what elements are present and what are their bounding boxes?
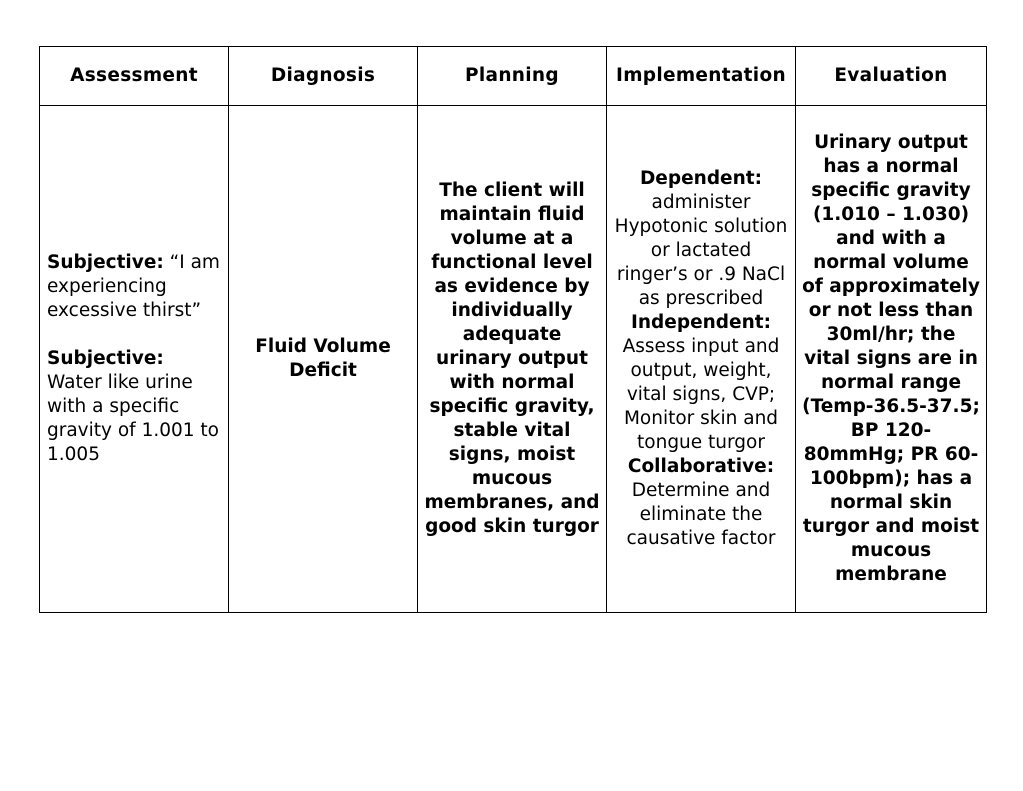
spacer — [47, 323, 224, 347]
diagnosis-cell — [229, 106, 418, 613]
collaborative-label: Collaborative: — [627, 456, 775, 477]
header-implementation: Implementation — [607, 47, 796, 106]
planning-cell — [418, 106, 607, 613]
collaborative-text: Determine and eliminate the causative factor — [626, 480, 776, 549]
diagnosis-text: Fluid Volume Deficit — [255, 336, 391, 381]
independent-text: Assess input and output, weight, vital signs, CVP; Monitor skin and tongue turgor — [622, 336, 780, 453]
planning-text: The client will maintain fluid volume at a functional level as evidence by individually adequate urinary output with normal specific gravity, stable vital signs, moist mucous membranes, and good skin turgor — [424, 180, 600, 537]
nursing-care-plan-table — [39, 46, 987, 613]
header-assessment: Assessment — [40, 47, 229, 106]
assessment-cell — [40, 106, 229, 613]
dependent-label: Dependent: — [639, 168, 763, 189]
header-row — [40, 47, 987, 106]
subjective-label-2: Subjective: — [47, 348, 164, 369]
evaluation-cell — [796, 106, 987, 613]
subjective-text-1: “I am experiencing excessive thirst” — [47, 252, 220, 321]
dependent-text: administer Hypotonic solution or lactated ringer’s or .9 NaCl as prescribed — [614, 192, 788, 309]
header-diagnosis: Diagnosis — [229, 47, 418, 106]
implementation-cell — [607, 106, 796, 613]
evaluation-text: Urinary output has a normal specific gravity (1.010 – 1.030) and with a normal volume of approximately or not less than 30ml/hr; the vital signs are in normal range (Temp-36.5-37.5; BP 120-80mmHg; PR 60-100bpm); has a normal skin turgor and moist mucous membrane — [802, 132, 980, 585]
header-evaluation: Evaluation — [796, 47, 987, 106]
subjective-label-1: Subjective: — [47, 252, 164, 273]
header-planning: Planning — [418, 47, 607, 106]
independent-label: Independent: — [630, 312, 771, 333]
subjective-text-2: Water like urine with a specific gravity of 1.001 to 1.005 — [47, 372, 219, 465]
table-row — [40, 106, 987, 613]
